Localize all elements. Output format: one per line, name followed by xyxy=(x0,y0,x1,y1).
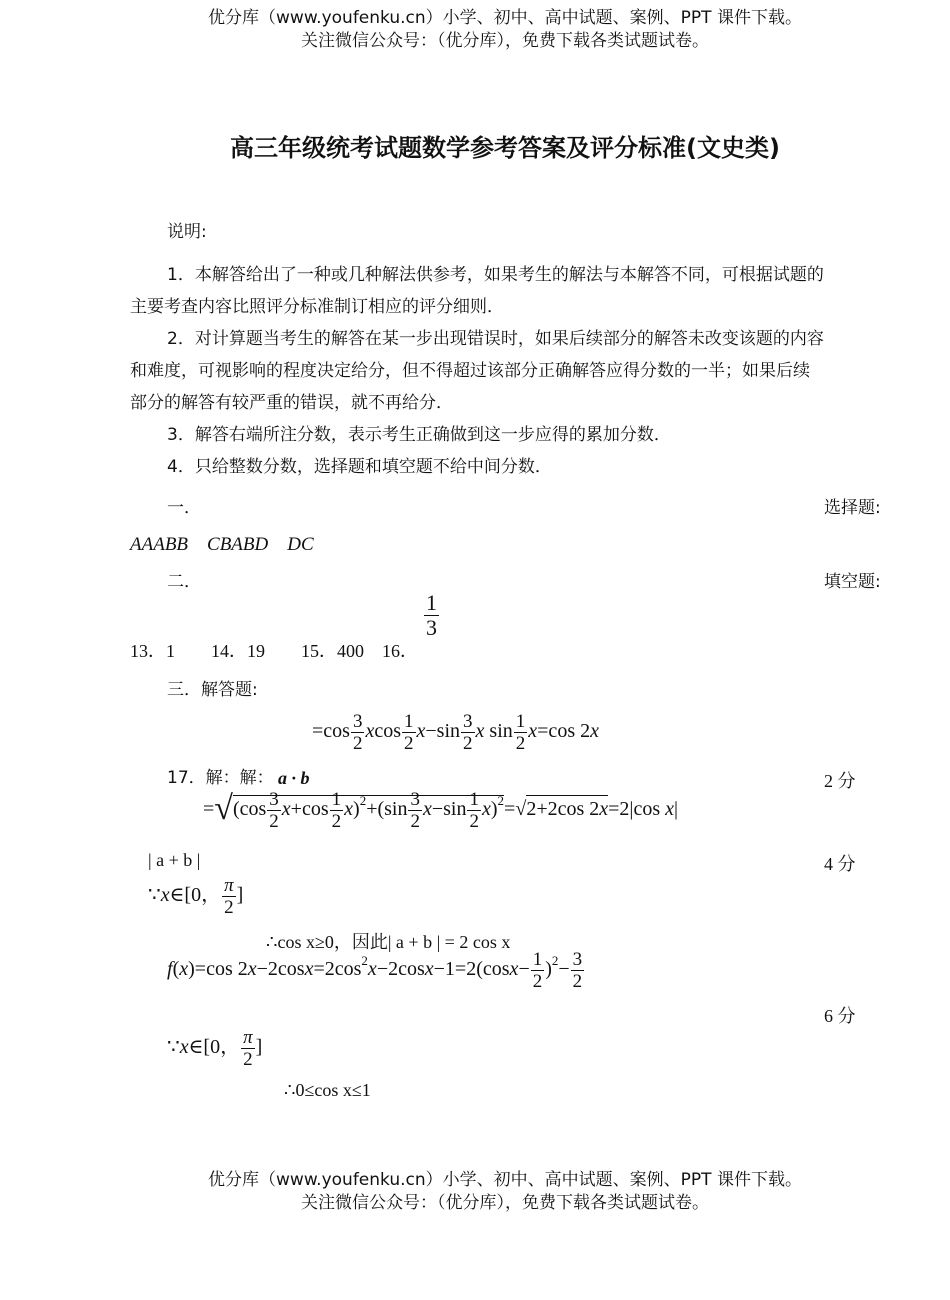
page-title: 高三年级统考试题数学参考答案及评分标准(文史类) xyxy=(230,134,780,162)
q16-fraction xyxy=(424,592,439,639)
ab-dot-product: a · b xyxy=(278,768,310,788)
note-3: 3．解答右端所注分数，表示考生正确做到这一步应得的累加分数． xyxy=(167,425,671,445)
domain-condition-1: ∵x∈[0， $\frac{\pi}{2}$ ] xyxy=(148,875,244,918)
section-3-label: 三．解答题: xyxy=(167,680,258,700)
therefore-abs: ∴cos x≥0，因此| a + b | = 2 cos x xyxy=(266,932,511,952)
header-line-2: 关注微信公众号：（优分库），免费下载各类试题试卷。 xyxy=(301,31,709,51)
note-1a: 1．本解答给出了一种或几种解法供参考，如果考生的解法与本解答不同，可根据试题的 xyxy=(167,265,824,285)
section-2-number: 二． xyxy=(167,572,201,592)
equation-modulus: =√(cos $\frac{3}{2}$ x+cos $\frac{1}{2}$ x)$^2$+(sin $\frac{3}{2}$ x−sin $\frac{1}{2}$ x)$^2$=√2+2cos 2x=2|cos x| xyxy=(203,789,679,832)
note-2c: 部分的解答有较严重的错误，就不再给分． xyxy=(130,393,453,413)
equation-f-of-x: f(x)=cos $2x-2\cos x=2\cos^2x-2\cos x-1=2(\cos x-$ $\frac{1}{2}$ )$^2$− $\frac{3}{2}$ xyxy=(167,949,583,992)
note-1b: 主要考查内容比照评分标准制订相应的评分细则． xyxy=(130,297,504,317)
q17-label: 17．解：解： xyxy=(167,768,274,788)
note-4: 4．只给整数分数，选择题和填空题不给中间分数． xyxy=(167,457,552,477)
domain-condition-2: ∵x∈[0， $\frac{\pi}{2}$ ] xyxy=(167,1027,263,1070)
q16-fraction-numerator: 1 xyxy=(426,590,437,615)
choice-answers: AAABB CBABD DC xyxy=(130,534,314,555)
fill-answers: 13．1 14．19 15．400 16． xyxy=(130,641,418,661)
score-6: 6 分 xyxy=(824,1006,856,1026)
q16-fraction-denominator: 3 xyxy=(426,615,437,640)
cos-range: ∴0≤cos x≤1 xyxy=(284,1080,371,1100)
notes-label: 说明: xyxy=(167,222,207,242)
equation-dot-product: =cos $\frac{3}{2}$ xcos $\frac{1}{2}$ x−sin $\frac{3}{2}$ x sin $\frac{1}{2}$ x=cos 2x xyxy=(312,711,599,754)
score-2: 2 分 xyxy=(824,771,856,791)
note-2b: 和难度，可视影响的程度决定给分，但不得超过该部分正确解答应得分数的一半；如果后续 xyxy=(130,361,810,381)
abs-a-plus-b: | a + b | xyxy=(148,850,201,870)
section-2-label: 填空题: xyxy=(824,572,881,592)
note-2a: 2．对计算题当考生的解答在某一步出现错误时，如果后续部分的解答未改变该题的内容 xyxy=(167,329,824,349)
footer-line-2: 关注微信公众号：（优分库），免费下载各类试题试卷。 xyxy=(301,1193,709,1213)
footer-line-1: 优分库（www.youfenku.cn）小学、初中、高中试题、案例、PPT 课件下载。 xyxy=(208,1170,802,1190)
header-line-1: 优分库（www.youfenku.cn）小学、初中、高中试题、案例、PPT 课件下载。 xyxy=(208,8,802,28)
section-1-number: 一． xyxy=(167,498,201,518)
score-4: 4 分 xyxy=(824,854,856,874)
section-1-label: 选择题: xyxy=(824,498,881,518)
